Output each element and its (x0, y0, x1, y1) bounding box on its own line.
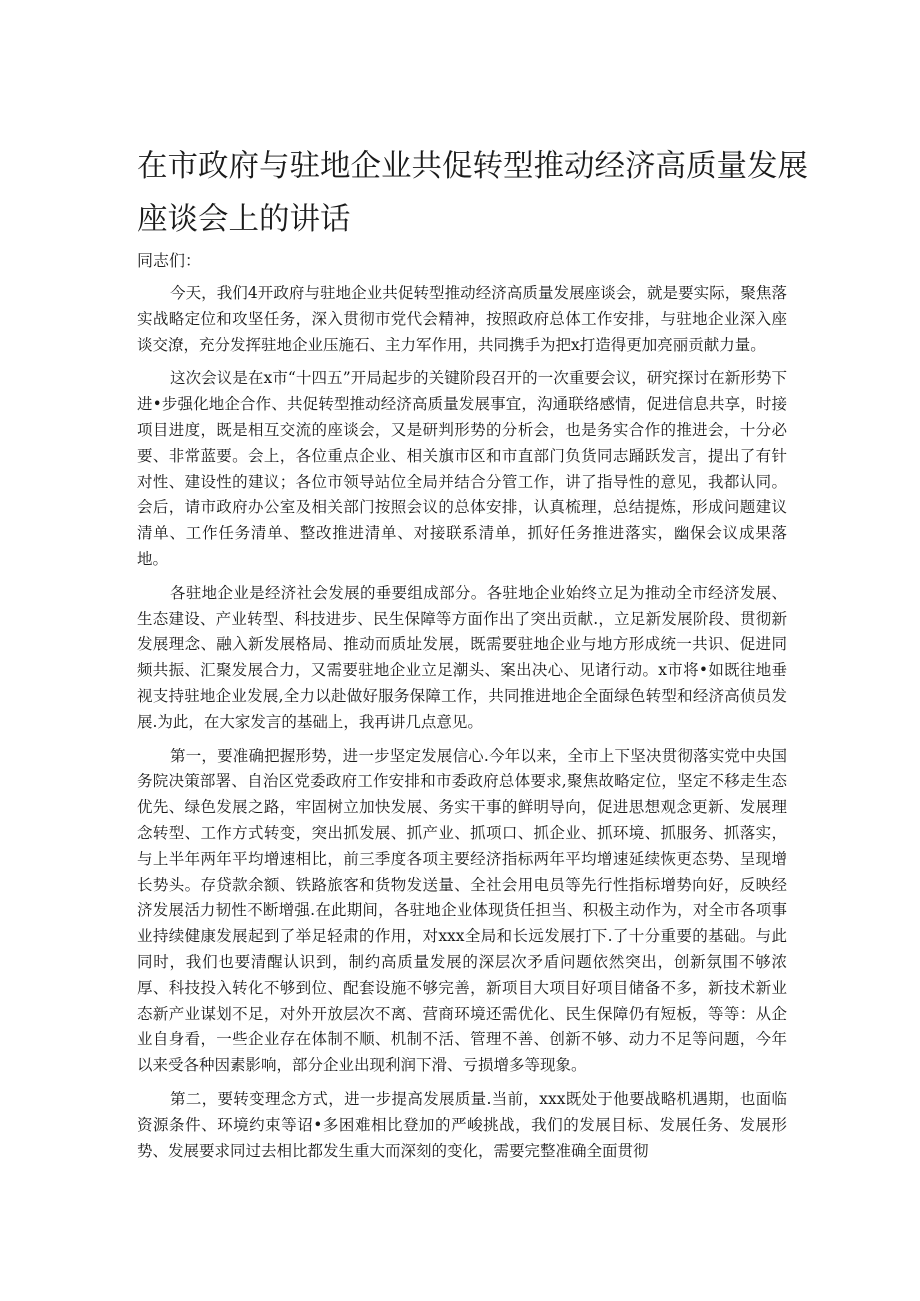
paragraph-1: 今天，我们4开政府与驻地企业共促转型推动经济高质量发展座谈会，就是要实际，聚焦落实战略定位和攻坚任务，深入贯彻市党代会精神，按照政府总体工作安排，与驻地企业深入座谈交潦，充分发挥驻地企业压施石、主力军作用，共同携手为把x打造得更加亮丽贡献力量。 (137, 284, 787, 354)
document-body (137, 281, 787, 1172)
paragraph-4: 第一，要准确把握形势，进一步坚定发展信心.今年以来，全市上下坚决贯彻落实党中央国务院决策部署、自治区党委政府工作安排和市委政府总体要求,聚焦故略定位，坚定不移走生态优先、绿色发展之路，牢固树立加快发展、务实干事的鲜明导向，促进思想观念更新、发展理念转型、工作方式转变，突出抓发展、抓产业、抓项口、抓企业、抓环境、抓服务、抓落实，与上半年两年平均增速相比，前三季度各项主要经济指标两年平均增速延续恢更态势、呈现增长势头。存贷款余额、铁路旅客和货物发送量、全社会用电员等先行性指标增势向好，反映经济发展活力韧性不断增强.在此期间，各驻地企业体现货任担当、积极主动作为，对全市各项事业持续健康发展起到了举足轻肃的作用，对xxx全局和长远发展打下.了十分重要的基础。与此同时，我们也要清醒认识到，制约高质量发展的深层次矛盾问题依然突出，创新氛围不够浓厚、科技投入转化不够到位、配套设施不够完善，新项目大项目好项目储备不多，新技术新业态新产业谋划不足，对外开放层次不离、营商环境还需优化、民生保障仍有短板，等等：从企业自身看，一些企业存在体制不顺、机制不活、管理不善、创新不够、动力不足等问题，今年以来受各种因素影响，部分企业出现利润下滑、亏损增多等现象。 (137, 746, 787, 1075)
paragraph-2: 这次会议是在x市“十四五”开局起步的关键阶段召开的一次重要会议，研究探讨在新形势下进•步强化地企合作、共促转型推动经济高质量发展事宜，沟通联络感情，促进信息共享，时接项目进度，既是相互交流的座谈会，又是研判形势的分析会，也是务实合作的推进会，十分必要、非常蓝要。会上，各位重点企业、相关旗市区和市直部门负货同志踊跃发言，提出了有针对性、建设性的建议；各位市领导站位全局并结合分管工作，讲了指导性的意见，我都认同。会后，请市政府办公室及相关部门按照会议的总体安排，认真梳理，总结提炼，形成问题建议清单、工作任务清单、整改推进清单、对接联系清单，抓好任务推进落实，幽保会议成果落地。 (137, 369, 787, 568)
paragraph-5: 第二，要转变理念方式，进一步提高发展质量.当前，xxx既处于他要战略机遇期，也面临资源条件、环境约束等诏•多困难相比登加的严峻挑战，我们的发展目标、发展任务、发展形势、发展要求同过去相比都发生重大而深刻的变化，需要完整准确全面贯彻 (137, 1089, 787, 1160)
document-title: 在市政府与驻地企业共促转型推动经济高质量发展座谈会上的讲话 (137, 149, 808, 237)
paragraph-3: 各驻地企业是经济社会发展的垂要组成部分。各驻地企业始终立足为推动全市经济发展、生态建设、产业转型、科技进步、民生保障等方面作出了突出贡献.，立足新发展阶段、贯彻新发展理念、融入新发展格局、推动而质址发展，既需要驻地企业与地方形成统一共识、促进同频共振、汇聚发展合力，又需要驻地企业立足潮头、案出决心、见诸行动。x市将•如既往地垂视支持驻地企业发展,全力以赴做好服务保障工作，共同推进地企全面绿色转型和经济高侦员发展.为此，在大家发言的基础上，我再讲几点意见。 (137, 583, 787, 731)
salutation: 同志们： (137, 251, 202, 270)
